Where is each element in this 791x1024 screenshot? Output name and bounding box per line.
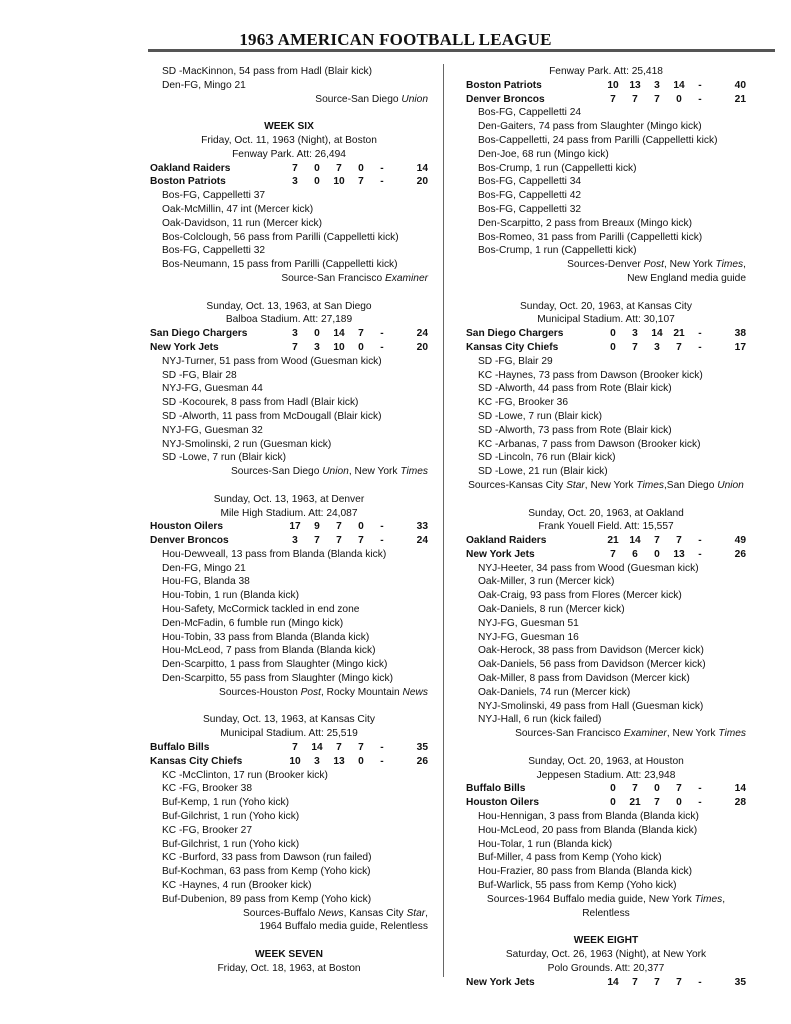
quarter-score: 7 bbox=[632, 976, 638, 988]
team-name: Buffalo Bills bbox=[466, 783, 526, 795]
source-line bbox=[150, 686, 428, 700]
source-text: , Rocky Mountain bbox=[320, 686, 403, 698]
page-title: 1963 AMERICAN FOOTBALL LEAGUE bbox=[239, 30, 552, 49]
source-text: , Relentless bbox=[582, 893, 726, 919]
score-dash: - bbox=[698, 328, 702, 340]
source-publication: Union bbox=[401, 93, 428, 105]
quarter-score: 7 bbox=[654, 976, 660, 988]
game-info: Sunday, Oct. 13, 1963, at San Diego bbox=[206, 300, 372, 312]
source-text: Sources-San Diego bbox=[231, 466, 323, 478]
scoring-play: KC -Haynes, 4 run (Brooker kick) bbox=[162, 880, 312, 892]
quarter-score: 13 bbox=[673, 548, 685, 560]
scoring-play: Bos-Crump, 1 run (Cappelletti kick) bbox=[478, 162, 637, 174]
score-dash: - bbox=[380, 162, 384, 174]
scoring-play: Bos-FG, Cappelletti 42 bbox=[478, 190, 582, 202]
score-dash: - bbox=[380, 535, 384, 547]
scoring-play: KC -FG, Brooker 27 bbox=[162, 824, 253, 836]
source-text: Sources-Houston bbox=[219, 686, 301, 698]
score-dash: - bbox=[698, 783, 702, 795]
final-score: 21 bbox=[734, 93, 746, 105]
quarter-score: 7 bbox=[358, 535, 364, 547]
title-rule bbox=[148, 49, 775, 52]
quarter-score: 10 bbox=[333, 176, 345, 188]
quarter-score: 9 bbox=[314, 521, 320, 533]
score-row bbox=[150, 162, 428, 176]
final-score: 35 bbox=[734, 976, 746, 988]
quarter-score: 6 bbox=[632, 548, 638, 560]
source-line bbox=[466, 727, 746, 741]
quarter-score: 7 bbox=[654, 797, 660, 809]
source-publication: Times bbox=[715, 259, 744, 271]
quarter-score: 14 bbox=[333, 328, 345, 340]
quarter-score: 7 bbox=[654, 535, 660, 547]
score-row bbox=[466, 534, 746, 548]
scoring-play: KC -Burford, 33 pass from Dawson (run failed) bbox=[162, 852, 372, 864]
team-name: New York Jets bbox=[150, 341, 219, 353]
scoring-play: SD -Alworth, 44 pass from Rote (Blair kick) bbox=[478, 383, 672, 395]
source-publication: Star bbox=[406, 907, 426, 919]
quarter-score: 7 bbox=[676, 783, 682, 795]
source-line bbox=[150, 272, 428, 286]
quarter-score: 0 bbox=[610, 328, 616, 340]
quarter-score: 0 bbox=[654, 783, 660, 795]
quarter-score: 7 bbox=[610, 548, 616, 560]
quarter-score: 0 bbox=[610, 797, 616, 809]
quarter-score: 3 bbox=[654, 79, 660, 91]
source-publication: Union bbox=[717, 479, 744, 491]
team-name: Kansas City Chiefs bbox=[466, 341, 559, 353]
column-divider bbox=[443, 64, 444, 977]
quarter-score: 7 bbox=[336, 521, 342, 533]
quarter-score: 7 bbox=[610, 93, 616, 105]
scoring-play: SD -Lowe, 7 run (Blair kick) bbox=[478, 410, 602, 422]
scoring-play: Hou-Frazier, 80 pass from Blanda (Blanda kick) bbox=[478, 866, 693, 878]
quarter-score: 17 bbox=[289, 521, 301, 533]
scoring-play: SD -Lincoln, 76 run (Blair kick) bbox=[478, 452, 616, 464]
source-publication: Examiner bbox=[384, 272, 428, 284]
quarter-score: 3 bbox=[632, 328, 638, 340]
final-score: 14 bbox=[734, 783, 746, 795]
quarter-score: 13 bbox=[629, 79, 641, 91]
score-row bbox=[466, 796, 746, 810]
score-dash: - bbox=[380, 328, 384, 340]
team-name: Boston Patriots bbox=[466, 79, 542, 91]
source-text: , bbox=[425, 907, 428, 919]
scoring-play: Oak-Miller, 3 run (Mercer kick) bbox=[478, 576, 615, 588]
source-line bbox=[466, 893, 746, 921]
source-text: ,San Diego bbox=[663, 479, 718, 491]
scoring-play: Hou-Tolar, 1 run (Blanda kick) bbox=[478, 838, 613, 850]
final-score: 40 bbox=[734, 79, 746, 91]
scoring-play: Den-Scarpitto, 2 pass from Breaux (Mingo kick) bbox=[478, 217, 693, 229]
game-info: Saturday, Oct. 26, 1963 (Night), at New York bbox=[505, 949, 707, 960]
source-text: Sources-San Francisco bbox=[515, 728, 624, 740]
game-info: Fenway Park. Att: 25,418 bbox=[549, 66, 663, 77]
scoring-play: NYJ-Smolinski, 2 run (Guesman kick) bbox=[162, 438, 332, 450]
scoring-play: NYJ-FG, Guesman 51 bbox=[478, 617, 579, 629]
source-publication: News bbox=[318, 907, 344, 919]
final-score: 49 bbox=[734, 535, 746, 547]
quarter-score: 7 bbox=[676, 341, 682, 353]
score-row bbox=[466, 976, 746, 990]
score-dash: - bbox=[380, 755, 384, 767]
team-name: San Diego Chargers bbox=[466, 328, 564, 340]
quarter-score: 21 bbox=[673, 328, 685, 340]
game-info: Sunday, Oct. 13, 1963, at Denver bbox=[213, 493, 365, 505]
score-dash: - bbox=[698, 548, 702, 560]
quarter-score: 14 bbox=[673, 79, 685, 91]
right-column bbox=[466, 65, 746, 989]
scoring-play: Bos-FG, Cappelletti 34 bbox=[478, 176, 582, 188]
source-line bbox=[150, 907, 428, 921]
team-name: Kansas City Chiefs bbox=[150, 755, 243, 767]
game-info: Friday, Oct. 18, 1963, at Boston bbox=[217, 962, 361, 974]
scoring-play: Den-Gaiters, 74 pass from Slaughter (Mingo kick) bbox=[478, 121, 702, 133]
quarter-score: 0 bbox=[676, 797, 682, 809]
source-text: , New York bbox=[348, 466, 401, 478]
final-score: 14 bbox=[416, 162, 428, 174]
quarter-score: 14 bbox=[607, 976, 619, 988]
quarter-score: 0 bbox=[654, 548, 660, 560]
score-dash: - bbox=[380, 176, 384, 188]
final-score: 20 bbox=[416, 176, 428, 188]
quarter-score: 7 bbox=[336, 742, 342, 754]
score-row bbox=[466, 548, 746, 562]
spacer bbox=[150, 286, 428, 300]
game-info: Frank Youell Field. Att: 15,557 bbox=[538, 521, 674, 533]
spacer bbox=[150, 106, 428, 120]
final-score: 20 bbox=[416, 341, 428, 353]
quarter-score: 13 bbox=[333, 755, 345, 767]
scoring-play: NYJ-Heeter, 34 pass from Wood (Guesman kick) bbox=[478, 562, 699, 574]
scoring-play: NYJ-Turner, 51 pass from Wood (Guesman kick) bbox=[162, 355, 382, 367]
scoring-play: Hou-McLeod, 7 pass from Blanda (Blanda kick) bbox=[162, 645, 376, 657]
source-publication: Union bbox=[322, 466, 349, 478]
scoring-play: Oak-Miller, 8 pass from Davidson (Mercer kick) bbox=[478, 673, 690, 685]
score-row bbox=[150, 755, 428, 769]
quarter-score: 7 bbox=[676, 976, 682, 988]
team-name: San Diego Chargers bbox=[150, 328, 248, 340]
quarter-score: 7 bbox=[632, 93, 638, 105]
source-text: Sources-Kansas City bbox=[468, 479, 567, 491]
score-row bbox=[466, 782, 746, 796]
team-name: Buffalo Bills bbox=[150, 742, 210, 754]
quarter-score: 0 bbox=[358, 521, 364, 533]
source-text: , Kansas City bbox=[343, 907, 407, 919]
score-row bbox=[150, 341, 428, 355]
source-line bbox=[150, 93, 428, 107]
spacer bbox=[466, 741, 746, 755]
source-text: , New York bbox=[663, 259, 716, 271]
quarter-score: 7 bbox=[336, 162, 342, 174]
scoring-play: Hou-Tobin, 33 pass from Blanda (Blanda kick) bbox=[162, 631, 370, 643]
quarter-score: 7 bbox=[632, 341, 638, 353]
source-line bbox=[466, 272, 746, 286]
quarter-score: 0 bbox=[314, 328, 320, 340]
scoring-play: SD -MacKinnon, 54 pass from Hadl (Blair kick) bbox=[162, 66, 373, 77]
scoring-play: Buf-Gilchrist, 1 run (Yoho kick) bbox=[162, 838, 300, 850]
scoring-play: Den-Joe, 68 run (Mingo kick) bbox=[478, 148, 609, 160]
scoring-play: Oak-Craig, 93 pass from Flores (Mercer kick) bbox=[478, 590, 682, 602]
source-text: Sources-1964 Buffalo media guide, New York bbox=[486, 893, 695, 905]
quarter-score: 0 bbox=[358, 162, 364, 174]
team-name: New York Jets bbox=[466, 548, 535, 560]
quarter-score: 7 bbox=[336, 535, 342, 547]
quarter-score: 10 bbox=[333, 341, 345, 353]
scoring-play: Hou-Hennigan, 3 pass from Blanda (Blanda kick) bbox=[478, 811, 699, 823]
score-dash: - bbox=[698, 79, 702, 91]
quarter-score: 0 bbox=[676, 93, 682, 105]
quarter-score: 7 bbox=[676, 535, 682, 547]
week-heading: WEEK SEVEN bbox=[255, 949, 323, 960]
source-publication: Star bbox=[566, 479, 585, 491]
source-publication: Post bbox=[643, 259, 664, 271]
quarter-score: 21 bbox=[607, 535, 619, 547]
team-name: New York Jets bbox=[466, 976, 535, 988]
spacer bbox=[150, 934, 428, 948]
scoring-play: SD -Lowe, 7 run (Blair kick) bbox=[162, 452, 286, 464]
scoring-play: Oak-McMillin, 47 int (Mercer kick) bbox=[162, 203, 314, 215]
score-row bbox=[466, 79, 746, 93]
source-publication: Post bbox=[300, 686, 321, 698]
quarter-score: 7 bbox=[292, 341, 298, 353]
scoring-play: KC -McClinton, 17 run (Brooker kick) bbox=[162, 769, 328, 781]
game-info: Polo Grounds. Att: 20,377 bbox=[547, 962, 665, 974]
final-score: 26 bbox=[734, 548, 746, 560]
quarter-score: 3 bbox=[314, 755, 320, 767]
quarter-score: 10 bbox=[289, 755, 301, 767]
scoring-play: Bos-Colclough, 56 pass from Parilli (Cappelletti kick) bbox=[162, 231, 399, 243]
quarter-score: 7 bbox=[314, 535, 320, 547]
quarter-score: 0 bbox=[610, 341, 616, 353]
final-score: 17 bbox=[734, 341, 746, 353]
source-publication: Times bbox=[400, 466, 428, 478]
scoring-play: Oak-Daniels, 56 pass from Davidson (Mercer kick) bbox=[478, 659, 706, 671]
score-row bbox=[466, 341, 746, 355]
quarter-score: 7 bbox=[358, 176, 364, 188]
score-row bbox=[150, 520, 428, 534]
source-publication: News bbox=[402, 686, 428, 698]
scoring-play: Hou-FG, Blanda 38 bbox=[162, 576, 250, 588]
scoring-play: SD -Lowe, 21 run (Blair kick) bbox=[478, 466, 608, 478]
quarter-score: 7 bbox=[632, 783, 638, 795]
week-heading: WEEK SIX bbox=[264, 121, 314, 133]
source-text: Sources-Buffalo bbox=[242, 907, 319, 919]
source-text: 1964 Buffalo media guide, Relentless bbox=[259, 921, 428, 933]
team-name: Houston Oilers bbox=[466, 797, 540, 809]
quarter-score: 0 bbox=[314, 176, 320, 188]
game-info: Mile High Stadium. Att: 24,087 bbox=[220, 507, 358, 519]
source-publication: Times bbox=[636, 479, 664, 491]
quarter-score: 0 bbox=[610, 783, 616, 795]
quarter-score: 3 bbox=[292, 176, 298, 188]
game-info: Jeppesen Stadium. Att: 23,948 bbox=[536, 769, 676, 781]
source-line bbox=[466, 479, 746, 493]
game-info: Municipal Stadium. Att: 25,519 bbox=[220, 728, 358, 740]
score-row bbox=[150, 327, 428, 341]
quarter-score: 7 bbox=[358, 328, 364, 340]
game-info: Municipal Stadium. Att: 30,107 bbox=[537, 314, 675, 326]
score-row bbox=[466, 93, 746, 107]
game-info: Sunday, Oct. 20, 1963, at Kansas City bbox=[520, 300, 692, 312]
scoring-play: Bos-Neumann, 15 pass from Parilli (Cappelletti kick) bbox=[162, 259, 398, 271]
left-column bbox=[150, 65, 428, 976]
score-row bbox=[150, 741, 428, 755]
final-score: 28 bbox=[734, 797, 746, 809]
quarter-score: 14 bbox=[651, 328, 663, 340]
scoring-play: Buf-Kemp, 1 run (Yoho kick) bbox=[162, 797, 290, 809]
source-text: Sources-Denver bbox=[567, 259, 644, 271]
source-publication: Examiner bbox=[623, 728, 667, 740]
quarter-score: 3 bbox=[654, 341, 660, 353]
spacer bbox=[150, 700, 428, 714]
scoring-play: Bos-Crump, 1 run (Cappelletti kick) bbox=[478, 245, 637, 257]
score-dash: - bbox=[698, 93, 702, 105]
quarter-score: 3 bbox=[292, 328, 298, 340]
source-line bbox=[150, 920, 428, 934]
final-score: 24 bbox=[416, 535, 428, 547]
scoring-play: SD -Alworth, 11 pass from McDougall (Blair kick) bbox=[162, 410, 382, 422]
source-text: , bbox=[743, 259, 746, 271]
quarter-score: 21 bbox=[629, 797, 641, 809]
score-row bbox=[150, 175, 428, 189]
spacer bbox=[466, 493, 746, 507]
quarter-score: 14 bbox=[629, 535, 641, 547]
scoring-play: Bos-FG, Cappelletti 32 bbox=[162, 245, 266, 257]
score-dash: - bbox=[698, 976, 702, 988]
quarter-score: 0 bbox=[314, 162, 320, 174]
scoring-play: Oak-Herock, 38 pass from Davidson (Mercer kick) bbox=[478, 645, 704, 657]
scoring-play: Bos-FG, Cappelletti 37 bbox=[162, 190, 266, 202]
team-name: Denver Broncos bbox=[150, 535, 229, 547]
scoring-play: KC -FG, Brooker 36 bbox=[478, 397, 569, 409]
source-text: , New York bbox=[666, 728, 719, 740]
score-dash: - bbox=[698, 797, 702, 809]
score-dash: - bbox=[380, 521, 384, 533]
scoring-play: Bos-FG, Cappelletti 32 bbox=[478, 203, 582, 215]
week-heading: WEEK EIGHT bbox=[573, 935, 639, 947]
quarter-score: 0 bbox=[358, 755, 364, 767]
scoring-play: NYJ-Hall, 6 run (kick failed) bbox=[478, 714, 602, 726]
scoring-play: Den-FG, Mingo 21 bbox=[162, 79, 246, 91]
final-score: 26 bbox=[416, 755, 428, 767]
scoring-play: Den-McFadin, 6 fumble run (Mingo kick) bbox=[162, 617, 344, 629]
game-info: Friday, Oct. 11, 1963 (Night), at Boston bbox=[201, 134, 377, 146]
score-dash: - bbox=[380, 341, 384, 353]
scoring-play: SD -FG, Blair 29 bbox=[478, 355, 553, 367]
scoring-play: Den-Scarpitto, 1 pass from Slaughter (Mingo kick) bbox=[162, 659, 388, 671]
scoring-play: Hou-Dewveall, 13 pass from Blanda (Blanda kick) bbox=[162, 548, 387, 560]
scoring-play: Bos-Romeo, 31 pass from Parilli (Cappelletti kick) bbox=[478, 231, 703, 243]
scoring-play: SD -Kocourek, 8 pass from Hadl (Blair kick) bbox=[162, 397, 359, 409]
quarter-score: 14 bbox=[311, 742, 323, 754]
scoring-play: Hou-Safety, McCormick tackled in end zone bbox=[162, 604, 360, 616]
scoring-play: KC -Haynes, 73 pass from Dawson (Brooker kick) bbox=[478, 369, 703, 381]
scoring-play: Buf-Warlick, 55 pass from Kemp (Yoho kick) bbox=[478, 880, 677, 892]
scoring-play: SD -Alworth, 73 pass from Rote (Blair kick) bbox=[478, 424, 672, 436]
scoring-play: Bos-Cappelletti, 24 pass from Parilli (Cappelletti kick) bbox=[478, 134, 718, 146]
quarter-score: 7 bbox=[292, 162, 298, 174]
game-info: Balboa Stadium. Att: 27,189 bbox=[225, 314, 353, 326]
scoring-play: KC -FG, Brooker 38 bbox=[162, 783, 253, 795]
quarter-score: 3 bbox=[292, 535, 298, 547]
team-name: Oakland Raiders bbox=[150, 162, 231, 174]
quarter-score: 7 bbox=[358, 742, 364, 754]
scoring-play: Hou-McLeod, 20 pass from Blanda (Blanda kick) bbox=[478, 824, 698, 836]
team-name: Oakland Raiders bbox=[466, 535, 547, 547]
scoring-play: Oak-Daniels, 74 run (Mercer kick) bbox=[478, 686, 631, 698]
spacer bbox=[466, 286, 746, 300]
game-info: Sunday, Oct. 13, 1963, at Kansas City bbox=[203, 714, 375, 726]
scoring-play: Den-FG, Mingo 21 bbox=[162, 562, 246, 574]
score-row bbox=[466, 327, 746, 341]
score-row bbox=[150, 534, 428, 548]
source-line bbox=[150, 465, 428, 479]
final-score: 38 bbox=[734, 328, 746, 340]
source-text: Source-San Diego bbox=[315, 93, 402, 105]
quarter-score: 3 bbox=[314, 341, 320, 353]
source-text: New England media guide bbox=[627, 272, 746, 284]
score-dash: - bbox=[380, 742, 384, 754]
score-dash: - bbox=[698, 341, 702, 353]
spacer bbox=[466, 920, 746, 934]
scoring-play: Bos-FG, Cappelletti 24 bbox=[478, 107, 582, 119]
quarter-score: 7 bbox=[292, 742, 298, 754]
scoring-play: Buf-Dubenion, 89 pass from Kemp (Yoho kick) bbox=[162, 893, 372, 905]
scoring-play: KC -Arbanas, 7 pass from Dawson (Brooker kick) bbox=[478, 438, 701, 450]
final-score: 35 bbox=[416, 742, 428, 754]
final-score: 24 bbox=[416, 328, 428, 340]
source-publication: Times bbox=[694, 893, 723, 905]
source-line bbox=[466, 258, 746, 272]
scoring-play: SD -FG, Blair 28 bbox=[162, 369, 237, 381]
quarter-score: 10 bbox=[607, 79, 619, 91]
scoring-play: Oak-Davidson, 11 run (Mercer kick) bbox=[162, 217, 323, 229]
team-name: Boston Patriots bbox=[150, 176, 226, 188]
source-text: , New York bbox=[584, 479, 637, 491]
scoring-play: Buf-Gilchrist, 1 run (Yoho kick) bbox=[162, 811, 300, 823]
score-dash: - bbox=[698, 535, 702, 547]
scoring-play: Oak-Daniels, 8 run (Mercer kick) bbox=[478, 604, 625, 616]
scoring-play: NYJ-FG, Guesman 16 bbox=[478, 631, 579, 643]
quarter-score: 0 bbox=[358, 341, 364, 353]
game-info: Sunday, Oct. 20, 1963, at Oakland bbox=[528, 507, 684, 519]
team-name: Denver Broncos bbox=[466, 93, 545, 105]
quarter-score: 7 bbox=[654, 93, 660, 105]
scoring-play: NYJ-FG, Guesman 32 bbox=[162, 424, 263, 436]
game-info: Sunday, Oct. 20, 1963, at Houston bbox=[528, 755, 684, 767]
scoring-play: NYJ-FG, Guesman 44 bbox=[162, 383, 263, 395]
scoring-play: NYJ-Smolinski, 49 pass from Hall (Guesman kick) bbox=[478, 700, 704, 712]
scoring-play: Buf-Kochman, 63 pass from Kemp (Yoho kick) bbox=[162, 866, 371, 878]
scoring-play: Den-Scarpitto, 55 pass from Slaughter (Mingo kick) bbox=[162, 673, 394, 685]
source-text: Source-San Francisco bbox=[281, 272, 385, 284]
spacer bbox=[150, 479, 428, 493]
team-name: Houston Oilers bbox=[150, 521, 224, 533]
game-info: Fenway Park. Att: 26,494 bbox=[232, 148, 346, 160]
scoring-play: Hou-Tobin, 1 run (Blanda kick) bbox=[162, 590, 300, 602]
final-score: 33 bbox=[416, 521, 428, 533]
scoring-play: Buf-Miller, 4 pass from Kemp (Yoho kick) bbox=[478, 852, 662, 864]
source-publication: Times bbox=[718, 728, 746, 740]
